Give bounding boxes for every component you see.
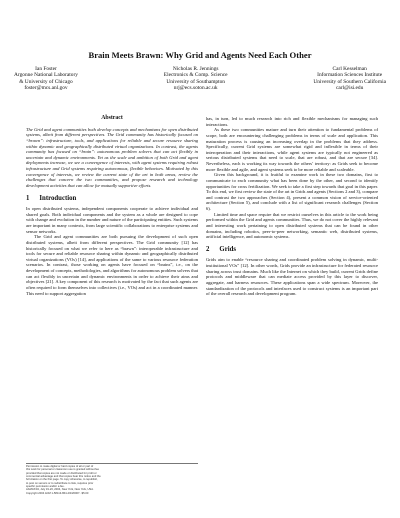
author-email: foster@mcs.anl.gov [24,84,68,91]
body-paragraph: In open distributed systems, independent components cooperate to achieve individual and shared goals. Both individual components and the system as a whole are designed to cope with change and evolution in the number and nature of the participating entities. Such systems are important in many contexts, from large scientific collaborations to enterprise systems and sensor networks. [26,206,198,234]
author-affiliation: Argonne National Laboratory [14,72,78,79]
copyright-line: commercial advantage and that copies bear this notice and the [26,475,101,479]
paper-title: Brain Meets Brawn: Why Grid and Agents Need Each Other [88,50,312,60]
right-column [206,116,378,297]
author-name: Carl Kesselman [332,66,367,72]
author-email: carl@isi.edu [336,84,364,91]
copyright-line: Permission to make digital or hard copies of all or part of [26,465,94,468]
section-heading-grids [206,247,378,253]
abstract-text: The Grid and agent communities both develop concepts and mechanisms for open distributed systems, albeit from different perspectives. The Grid community has historically focused on “brawn”: infrastructure, tools, and applications for reliable and secure resource sharing within dynamic and geographically distributed virtual organizations. In contrast, the agents community has focused on “brain”: autonomous problem solvers that can act flexibly in uncertain and dynamic environments. Yet as the scale and ambition of both Grid and agent deployments increase, we see a convergence of interests, with agent systems requiring robust infrastructure and Grid systems requiring autonomous, flexible behaviors. Motivated by this convergence of interests, we review the current state of the art in both areas, review the challenges that concern the two communities, and propose research and technology development activities that can allow for mutually supportive efforts. [26,126,198,188]
body-paragraph: As these two communities mature and turn their attention to fundamental problems of scope, both are encountering challenging problems in terms of scale and application. This maturation process is causing an increasing overlap in the problems that they address. Specifically, current Grid systems are somewhat rigid and inflexible in terms of their interoperation and their interactions, while agent systems are typically not engineered as serious distributed systems that need to scale, that are robust, and that are secure [34]. Nevertheless, each is working its way towards the others’ territory: as Grids seek to become more flexible and agile, and agent systems seek to be more reliable and scaleable. [206,127,378,172]
body-paragraph: Given this background, it is fruitful to examine work in these two domains, first to communicate to each community what has been done by the other, and second to identify opportunities for cross fertilization. We seek to take a first step towards that goal in this paper. To this end, we first review the state of the art in Grids and agents (Sections 2 and 3), compare and contrast the two approaches (Section 4), present a common vision of service-oriented architecture (Section 5), and conclude with a list of significant research challenges (Section 6). [206,172,378,211]
section-number: 1 [26,194,30,202]
author-affiliation: University of Southampton [166,78,226,85]
copyright-line: Copyright 2004 ACM 1-58113-864-4/04/0007...$5.00 [26,491,89,495]
author-affiliation: Information Sciences Institute [317,72,383,79]
author-email: nrj@ecs.soton.ac.uk [173,84,218,91]
author-3 [313,66,386,91]
author-affiliation: Electronics & Comp. Science [163,72,228,79]
section-heading-introduction [26,196,198,202]
author-name: Ian Foster [35,66,57,72]
body-paragraph: The Grid and agent communities are both pursuing the development of such open distributed systems, albeit from different perspectives. The Grid community [12] has historically focused on what we refer to here as “brawn”: interoperable infrastructure and tools for secure and reliable resource sharing within dynamic and geographically distributed virtual organizations (VOs) [14], and applications of the same to various resource federation scenarios. In contrast, those working on agents have focused on “brains”, i.e., on the development of concepts, methodologies, and algorithms for autonomous problem solvers that can act flexibly in uncertain and dynamic environments in order to achieve their aims and objectives [21]. A key component of this research is motivated by the fact that such agents are often required to form themselves into collectives (i.e., VOs) and act in a coordinated manner. This need to support aggregation [26,234,198,296]
body-paragraph: Grids aim to enable “resource sharing and coordinated problem solving in dynamic, multi-institutional VOs” [12]. In other words, Grids provide an infrastructure for federated resource sharing across trust domains. Much like the Internet on which they build, current Grids define protocols and middleware that can mediate access provided by this layer to discover, aggregate, and harness resources. These applications span a wide spectrum. Moreover, the standardization of the protocols and interfaces used to construct systems is an important part of the overall research and development program. [206,257,378,297]
author-affiliation: & University of Chicago [19,78,73,85]
body-paragraph-continued: has, in turn, led to much research into rich and flexible mechanisms for managing such interactions. [206,116,378,127]
copyright-notice [26,463,198,495]
copyright-line: specific permission and/or a fee. [26,485,65,489]
author-1 [14,66,78,91]
author-2 [164,66,228,91]
section-title: Introduction [39,194,77,202]
body-paragraph: Limited time and space require that we restrict ourselves in this article to the work being performed within the Grid and agents communities. Thus, we do not cover the highly relevant and interesting work pertaining to open distributed systems that can be found in other domains, including robotics, peer-to-peer networking, semantic web, distributed systems, artificial intelligence, and autonomic systems. [206,211,378,240]
author-block [14,66,386,91]
section-title: Grids [219,245,237,253]
copyright-line: full citation on the first page. To copy otherwise, to republish, [26,478,98,482]
copyright-line: this work for personal or classroom use is granted without fee [26,468,100,472]
author-name: Nicholas R. Jennings [172,66,219,72]
abstract-heading: Abstract [101,115,123,121]
copyright-line: AAMAS'04, July 19-23, 2004, New York, New York, USA. [26,488,94,492]
copyright-line: to post on servers or to redistribute to lists, requires prior [26,481,94,485]
author-affiliation: University of Southern California [313,78,386,85]
left-column [26,116,198,296]
section-number: 2 [206,245,210,253]
copyright-line: provided that copies are not made or distributed for profit or [26,471,97,475]
